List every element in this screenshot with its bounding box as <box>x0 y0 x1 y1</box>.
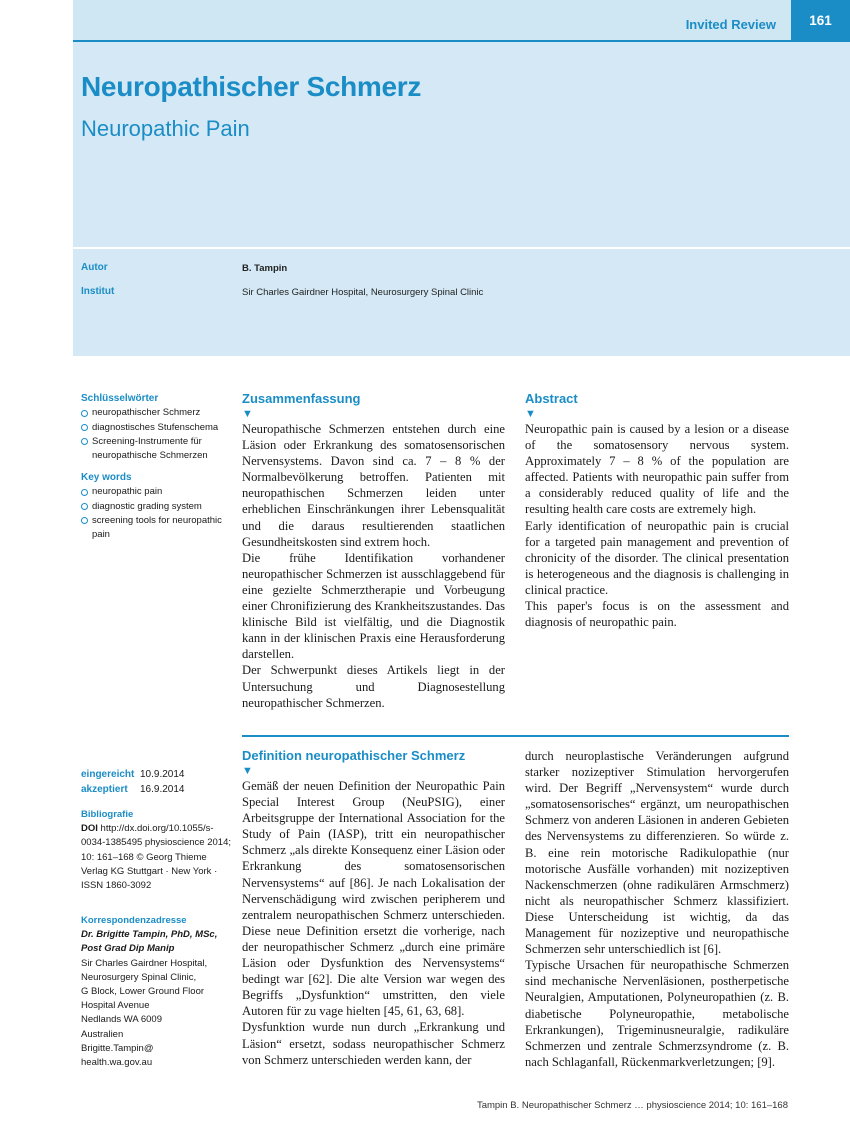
bullet-icon <box>81 489 88 496</box>
address-line: Sir Charles Gairdner Hospital, <box>81 957 208 969</box>
page-number: 161 <box>791 0 850 40</box>
keywords-german <box>81 392 231 463</box>
paragraph: Typische Ursachen für neuropathische Schmerzen sind mechanische Nervenläsionen, postherpetische Neuralgien, Amputationen, Polyneuropathien (z. B. diabetische Polyneuropathie, metabolische Erkrankungen), Trigeminusneuralgie, radikuläre Schmerzen und zentrale Schmerzsyndrome (z. B. nach Schlaganfall, Rückenmarkverletzungen; [9]. <box>525 958 789 1069</box>
abstract-heading: Abstract <box>525 391 578 406</box>
section-label: Invited Review <box>685 17 776 32</box>
email-line: Brigitte.Tampin@ <box>81 1042 154 1054</box>
keyword-item: diagnostic grading system <box>81 500 231 514</box>
zusammenfassung-section <box>242 391 505 711</box>
paragraph: Neuropathic pain is caused by a lesion or a disease of the somatosensory nervous system. Approximately 7 – 8 % of the population are affected. Patients with neuropathic pain suffer from a considerably reduced quality of life and the resulting health care costs are extremely high. <box>525 422 789 517</box>
zusammenfassung-heading: Zusammenfassung <box>242 391 361 406</box>
definition-left-column <box>242 748 505 1068</box>
paragraph: Dysfunktion wurde nun durch „Erkrankung und Läsion“ ersetzt, sodass neuropathischer Schmerz von Schmerz unterschieden werden kann, der <box>242 1020 505 1067</box>
bibliography-heading: Bibliografie <box>81 809 134 820</box>
paragraph: Early identification of neuropathic pain is crucial for a targeted pain management and prevention of chronicity of the disorder. The clinical presentation is heterogeneous and the diagnosis is challenging in clinical practice. <box>525 518 789 597</box>
keyword-item: neuropathic pain <box>81 485 231 499</box>
meta-block <box>73 249 850 356</box>
author-label: Autor <box>81 262 108 273</box>
paragraph: Die frühe Identifikation vorhandener neuropathischer Schmerzen ist ausschlaggebend für eine gezielte Schmerztherapie und Vorbeugung einer Chronifizierung des Krankheitszustandes. Das klinische Bild ist vielfältig, und die Diagnostik kann in der klinischen Praxis eine Herausforderung darstellen. <box>242 550 505 662</box>
received-row: eingereicht 10.9.2014 <box>81 769 185 780</box>
title-german: Neuropathischer Schmerz <box>81 71 422 102</box>
bullet-icon <box>81 517 88 524</box>
bullet-icon <box>81 424 88 431</box>
doi-label: DOI <box>81 823 98 835</box>
paragraph: Der Schwerpunkt dieses Artikels liegt in der Untersuchung und Diagnosestellung neuropathischer Schmerzen. <box>242 663 505 710</box>
paragraph: This paper's focus is on the assessment and diagnosis of neuropathic pain. <box>525 599 789 630</box>
paragraph: Gemäß der neuen Definition der Neuropathic Pain Special Interest Group (NeuPSIG), einer Arbeitsgruppe der International Association for the Study of Pain (IASP), tritt ein neuropathischer Schmerz „als direkte Konsequenz einer Läsion oder Erkrankung des somatosensorischen Nervensystems“ auf [86]. Je nach Lokalisation der Nervenschädigung wird zwischen peripherem und zentralem neuropathischen Schmerz unterschieden. Diese neue Definition ersetzt die vorherige, nach der neuropathischer Schmerz „durch eine primäre Läsion oder Dysfunktion des Nervensystems“ bedingt war [62]. Die alte Version war wegen des Begriffs „Dysfunktion“ umstritten, den viele Autoren für zu vage hielten [45, 61, 63, 68]. <box>242 779 505 1019</box>
dates <box>81 768 185 797</box>
bullet-icon <box>81 503 88 510</box>
bullet-icon <box>81 410 88 417</box>
institute-name: Sir Charles Gairdner Hospital, Neurosurgery Spinal Clinic <box>242 287 484 298</box>
bibliography-text: http://dx.doi.org/10.1055/s-0034-1385495 physioscience 2014; 10: 161–168 © Georg Thieme Verlag KG Stuttgart · New York · ISSN 1860-3092 <box>81 823 232 892</box>
triangle-down-icon: ▼ <box>242 765 253 777</box>
keyword-item: neuropathischer Schmerz <box>81 406 231 420</box>
section-divider <box>242 735 789 737</box>
institute-label: Institut <box>81 286 115 297</box>
email-line: health.wa.gov.au <box>81 1057 153 1069</box>
bullet-icon <box>81 438 88 445</box>
triangle-down-icon: ▼ <box>242 408 253 420</box>
abstract-section <box>525 391 789 630</box>
paragraph: durch neuroplastische Veränderungen aufgrund starker nozizeptiver Stimulation hervorgerufen wird. Der Begriff „Nervensystem“ wurde durch „somatosensorisches“ ergänzt, um neuropathischen Schmerz von anderen Läsionen in anderen Gebieten des Nervensystems zu differenzieren. So würde z. B. eine rein motorische Radikulopathie (nur motorische Ausfälle vorhanden) mit nozizeptiven Nackenschmerzen (ohne radikulären Armschmerz) nicht als neuropathischer Schmerz klassifiziert. Diese Unterscheidung ist wichtig, da das Management für nozizeptive und neuropathische Schmerzen sehr unterschiedlich ist [6]. <box>525 749 789 957</box>
address-line: Australien <box>81 1028 124 1040</box>
correspondence-name: Dr. Brigitte Tampin, PhD, MSc, Post Grad Dip Manip <box>81 929 218 955</box>
address-line: Hospital Avenue <box>81 1000 150 1012</box>
address-line: Neurosurgery Spinal Clinic, <box>81 971 197 983</box>
address-line: G Block, Lower Ground Floor <box>81 986 205 998</box>
address-line: Nedlands WA 6009 <box>81 1014 162 1026</box>
paragraph: Neuropathische Schmerzen entstehen durch eine Läsion oder Erkrankung des somatosensorischen Nervensystems. Davon sind ca. 7 – 8 % der Normalbevölkerung betroffen. Patienten mit neuropathischen Schmerzen leiden unter erheblichen Einschränkungen ihrer Lebensqualität und die daraus resultierenden staatlichen Gesundheitskosten sind extrem hoch. <box>242 422 505 549</box>
bibliography <box>81 808 231 893</box>
definition-heading: Definition neuropathischer Schmerz <box>242 748 466 763</box>
author-name: B. Tampin <box>242 263 288 274</box>
title-english: Neuropathic Pain <box>81 116 250 141</box>
keywords-german-heading: Schlüsselwörter <box>81 393 159 404</box>
correspondence-heading: Korrespondenzadresse <box>81 915 187 926</box>
keywords-english-heading: Key words <box>81 472 132 483</box>
keywords-english <box>81 471 231 542</box>
correspondence <box>81 914 231 1070</box>
accepted-row: akzeptiert 16.9.2014 <box>81 783 185 795</box>
triangle-down-icon: ▼ <box>525 408 536 420</box>
keyword-item: screening tools for neuropathic pain <box>81 514 231 543</box>
keyword-item: diagnostisches Stufenschema <box>81 421 231 435</box>
keyword-item: Screening-Instrumente für neuropathische Schmerzen <box>81 435 231 464</box>
definition-right-column <box>525 748 789 1070</box>
page-footer: Tampin B. Neuropathischer Schmerz … physioscience 2014; 10: 161–168 <box>476 1100 788 1111</box>
